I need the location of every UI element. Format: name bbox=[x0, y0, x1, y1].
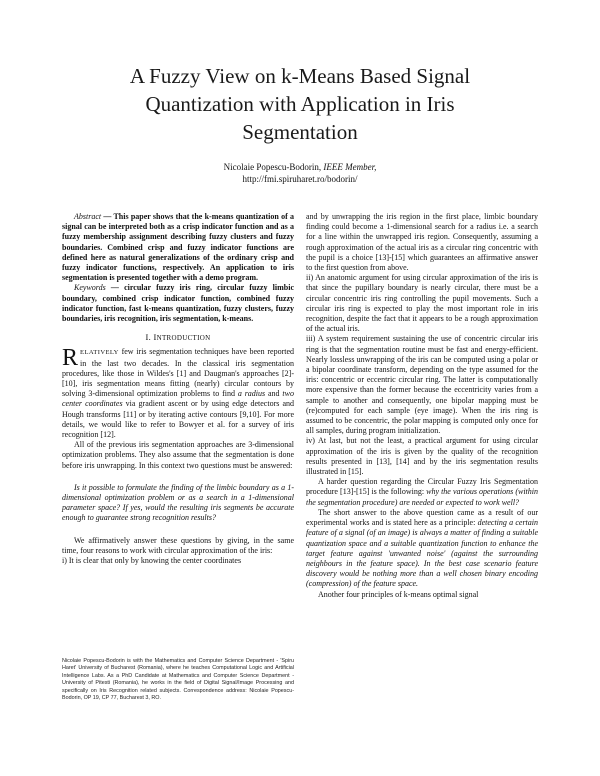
paragraph: Another four principles of k-means optimal signal bbox=[318, 589, 479, 599]
author-line bbox=[0, 162, 600, 173]
question-quote: Is it possible to formulate the finding of the limbic boundary as a 1-dimensional optimization problem or as a search in a 1-dimensional parameter space? If yes, would the resulting iris segments be accurate enough to guarantee strong recognition results? bbox=[62, 482, 294, 523]
section-title: NTRODUCTION bbox=[156, 334, 211, 343]
paragraph: i) It is clear that only by knowing the center coordinates bbox=[62, 556, 242, 566]
para-text: A harder question regarding the Circular Fuzzy Iris Segmentation procedure [13]-[15] is the following: bbox=[306, 477, 538, 497]
para-text: The short answer to the above question came as a result of our experimental works and is stated here as a principle: bbox=[306, 507, 538, 528]
intro-italic-a: a radius bbox=[237, 389, 266, 399]
paragraph: iii) A system requirement sustaining the use of concentric circular iris ring is that the segmentation routine must be fast and energy-efficient. Nearly lossless unwrapping of the iris can be computed using a polar or a bipolar coordinate transform, depending on the type assumed for the iris: concentric or eccentric circular ring. The latter is computationally more expensive than the former because the eccentricity varies from a sample to another and consequently, one bipolar mapping must be (re)computed for each sample (eye image). When the iris ring is assumed to be concentric, the polar mapping is computed only once for all samples, during program initialization. bbox=[306, 334, 538, 436]
intro-smallcaps: ELATIVELY bbox=[80, 349, 119, 357]
left-column bbox=[62, 212, 294, 566]
drop-cap: R bbox=[62, 345, 79, 372]
abstract-text: — This paper shows that the k-means quantization of a signal can be interpreted both as a crisp indicator function and as a fuzzy membership assignment describing fuzzy clusters and fuzzy boundaries. Combined crisp and fuzzy indicator functions are defined here as natural generalizations of the ordinary crisp and fuzzy indicator functions, respectively. An application to iris segmentation is presented together with a demo program. bbox=[62, 212, 294, 283]
intro-text-b: and bbox=[265, 389, 283, 399]
section-heading bbox=[62, 332, 294, 343]
author-name: Nicolaie Popescu-Bodorin, bbox=[223, 162, 324, 172]
intro-italic-b: two center coordinates bbox=[62, 389, 294, 409]
author-role: IEEE Member, bbox=[323, 162, 377, 172]
paragraph bbox=[306, 477, 538, 508]
section-number: I. bbox=[145, 332, 154, 343]
paragraph bbox=[306, 508, 538, 590]
paragraph: iv) At last, but not the least, a practical argument for using circular approximation of the iris is given by the quality of the recognition results presented in [13], [14] and by the iris segmentation results illustrated in [15]. bbox=[306, 436, 538, 477]
intro-paragraph bbox=[62, 347, 294, 440]
keywords-text: — circular fuzzy iris ring, circular fuzzy limbic boundary, combined crisp indicator function, combined fuzzy indicator function, fast k-means quantization, fuzzy clusters, fuzzy boundaries, iris recognition, iris segmentation, k-means. bbox=[62, 283, 294, 324]
title-line: A Fuzzy View on k-Means Based Signal bbox=[129, 64, 471, 88]
principle-italic: detecting a certain feature of a signal (of an image) is always a matter of finding a suitable quantization space and a suitable quantization function to enhance the target feature against 'unwanted noise' (against the surrounding neighbours in the feature space). In the best case scenario feature discovery would be nothing more than a well chosen binary encoding (compression) of the feature space. bbox=[306, 518, 539, 589]
paragraph: All of the previous iris segmentation approaches are 3-dimensional optimization problems. They also assume that the segmentation is done before iris unwrapping. In this context two questions must be answered: bbox=[62, 440, 294, 470]
paper-title bbox=[60, 62, 540, 146]
intro-text-a: few iris segmentation techniques have been reported in the last two decades. In the classical iris segmentation procedures, like those in Wildes's [1] and Daugman's approaches [2]-[10], iris segmentation means fitting (nearly) circular contours by solving 3-dimensional optimization problems to find bbox=[62, 347, 294, 399]
right-column bbox=[306, 212, 538, 600]
title-line: Segmentation bbox=[242, 120, 358, 144]
paragraph: ii) An anatomic argument for using circular approximation of the iris is that since the pupillary boundary is nearly circular, there must be a circular concentric iris ring controlling the pupil movements. Such a circular iris ring is expected to play the most important role in iris recognition, despite the fact that it appears to be a rough approximation of the actual iris. bbox=[306, 273, 538, 334]
paragraph: We affirmatively answer these questions by giving, in the same time, four reasons to work with circular approximation of the iris: bbox=[62, 535, 294, 555]
title-line: Quantization with Application in Iris bbox=[145, 92, 455, 116]
intro-text-c: via gradient ascent or by using edge detectors and Hough transforms [11] or by iterating active contours [9,10]. For more details, we would like to refer to Bowyer et al. for a survey of iris recognition [12]. bbox=[62, 399, 295, 440]
author-url: http://fmi.spiruharet.ro/bodorin/ bbox=[242, 174, 358, 184]
author-footnote: Nicolaie Popescu-Bodorin is with the Mathematics and Computer Science Department - 'Spiru Haret' University of Bucharest (Romania), where he teaches Computational Logic and Artificial Intelligence Labs. As a PhD Candidate at Mathematics and Computer Science Department - University of Pitesti (Romania), he works in the field of Digital Signal/Image Processing and specifically on Iris Recognition related subjects. Correspondence address: Nicolaie Popescu-Bodorin, OP 19, CP 77, Bucharest 3, RO. bbox=[62, 658, 294, 702]
section-title-cap: I bbox=[153, 332, 157, 343]
keywords bbox=[62, 283, 294, 324]
para-italic: why the various operations (within the segmentation procedure) are needed or expected to work well? bbox=[306, 487, 538, 507]
paragraph: and by unwrapping the iris region in the first place, limbic boundary finding could become a 1-dimensional search for a radius i.e. a search for a line within the unwrapped iris region. Consequently, assuming a rough approximation of the actual iris as a circular ring concentric with the pupil is a choice [13]-[15] which guarantees an affirmative answer to the first question from above. bbox=[306, 212, 538, 273]
abstract-label: Abstract bbox=[74, 212, 102, 221]
keywords-label: Keywords bbox=[74, 283, 106, 293]
abstract bbox=[62, 212, 294, 283]
